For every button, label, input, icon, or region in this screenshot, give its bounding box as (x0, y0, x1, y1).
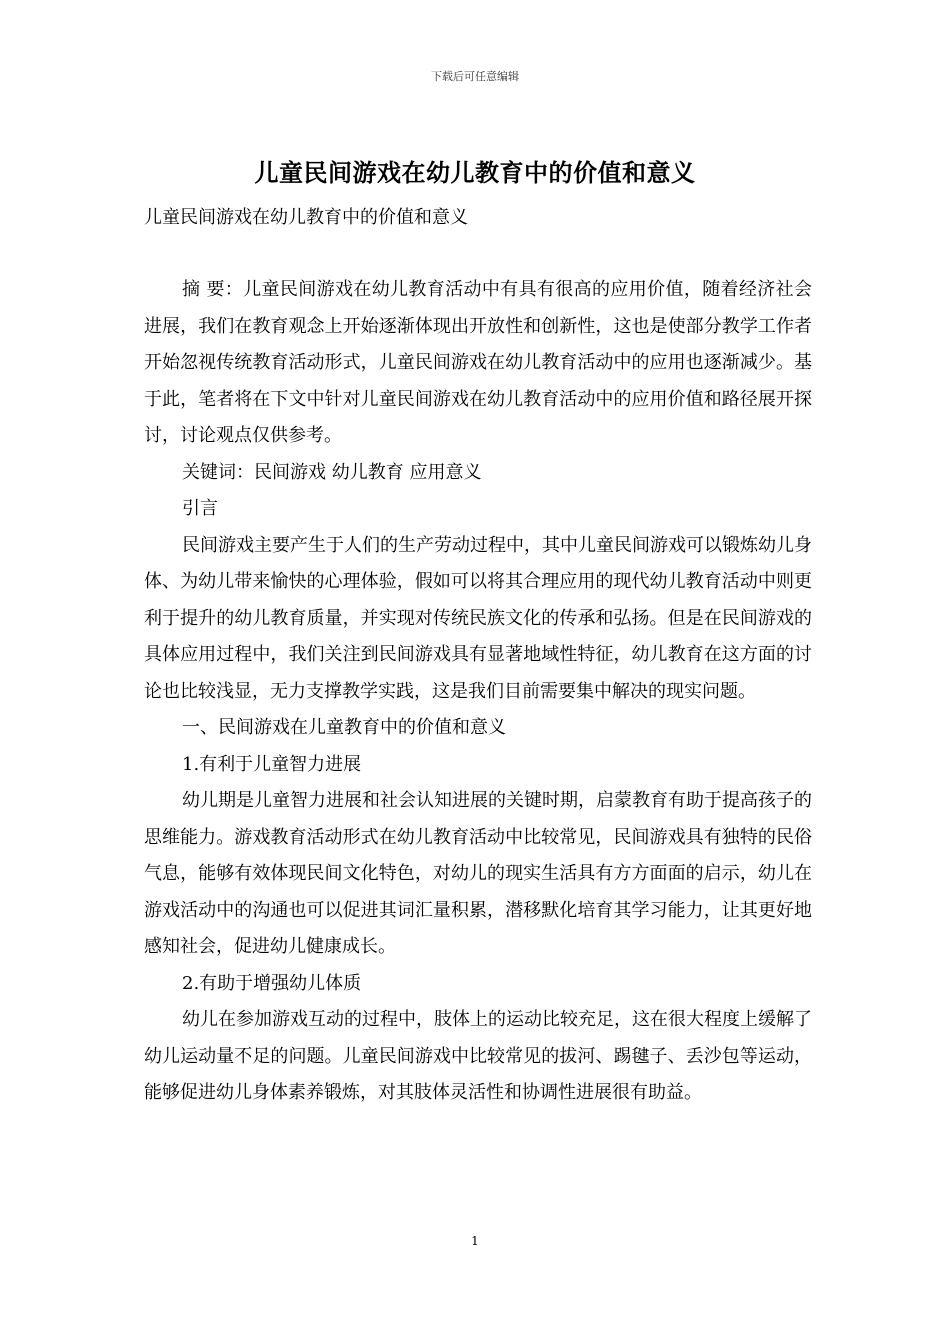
abstract-paragraph: 摘 要：儿童民间游戏在幼儿教育活动中有具有很高的应用价值，随着经济社会进展，我们在教育观念上开始逐渐体现出开放性和创新性，这也是使部分教学工作者开始忽视传统教育活动形式，儿童民间游戏在幼儿教育活动中的应用也逐渐减少。基于此，笔者将在下文中针对儿童民间游戏在幼儿教育活动中的应用价值和路径展开探讨，讨论观点仅供参考。 (144, 279, 812, 446)
subsection-paragraph-1: 幼儿期是儿童智力进展和社会认知进展的关键时期，启蒙教育有助于提高孩子的思维能力。游戏教育活动形式在幼儿教育活动中比较常见，民间游戏具有独特的民俗气息，能够有效体现民间文化特色，对幼儿的现实生活具有方方面面的启示，幼儿在游戏活动中的沟通也可以促进其词汇量积累，潜移默化培育其学习能力，让其更好地感知社会，促进幼儿健康成长。 (144, 790, 812, 957)
subsection-heading-1: 1.有利于儿童智力进展 (182, 753, 362, 775)
subsection-heading-2: 2.有助于增强幼儿体质 (182, 972, 362, 994)
section-heading-1: 一、民间游戏在儿童教育中的价值和意义 (182, 717, 506, 738)
subsection-paragraph-2: 幼儿在参加游戏互动的过程中，肢体上的运动比较充足，这在很大程度上缓解了幼儿运动量不足的问题。儿童民间游戏中比较常见的拔河、踢毽子、丢沙包等运动，能够促进幼儿身体素养锻炼，对其肢体灵活性和协调性进展很有助益。 (144, 1009, 812, 1103)
page-number: 1 (471, 1234, 479, 1248)
document-subtitle: 儿童民间游戏在幼儿教育中的价值和意义 (144, 207, 468, 228)
intro-heading: 引言 (182, 498, 218, 519)
keywords-paragraph: 关键词：民间游戏 幼儿教育 应用意义 (182, 461, 482, 483)
document-title: 儿童民间游戏在幼儿教育中的价值和意义 (254, 159, 696, 187)
intro-paragraph: 民间游戏主要产生于人们的生产劳动过程中，其中儿童民间游戏可以锻炼幼儿身体、为幼儿带来愉快的心理体验，假如可以将其合理应用的现代幼儿教育活动中则更利于提升的幼儿教育质量，并实现对传统民族文化的传承和弘扬。但是在民间游戏的具体应用过程中，我们关注到民间游戏具有显著地域性特征，幼儿教育在这方面的讨论也比较浅显，无力支撑教学实践，这是我们目前需要集中解决的现实问题。 (144, 534, 812, 702)
document-body (144, 272, 812, 1112)
page-header: 下载后可任意编辑 (431, 70, 519, 83)
